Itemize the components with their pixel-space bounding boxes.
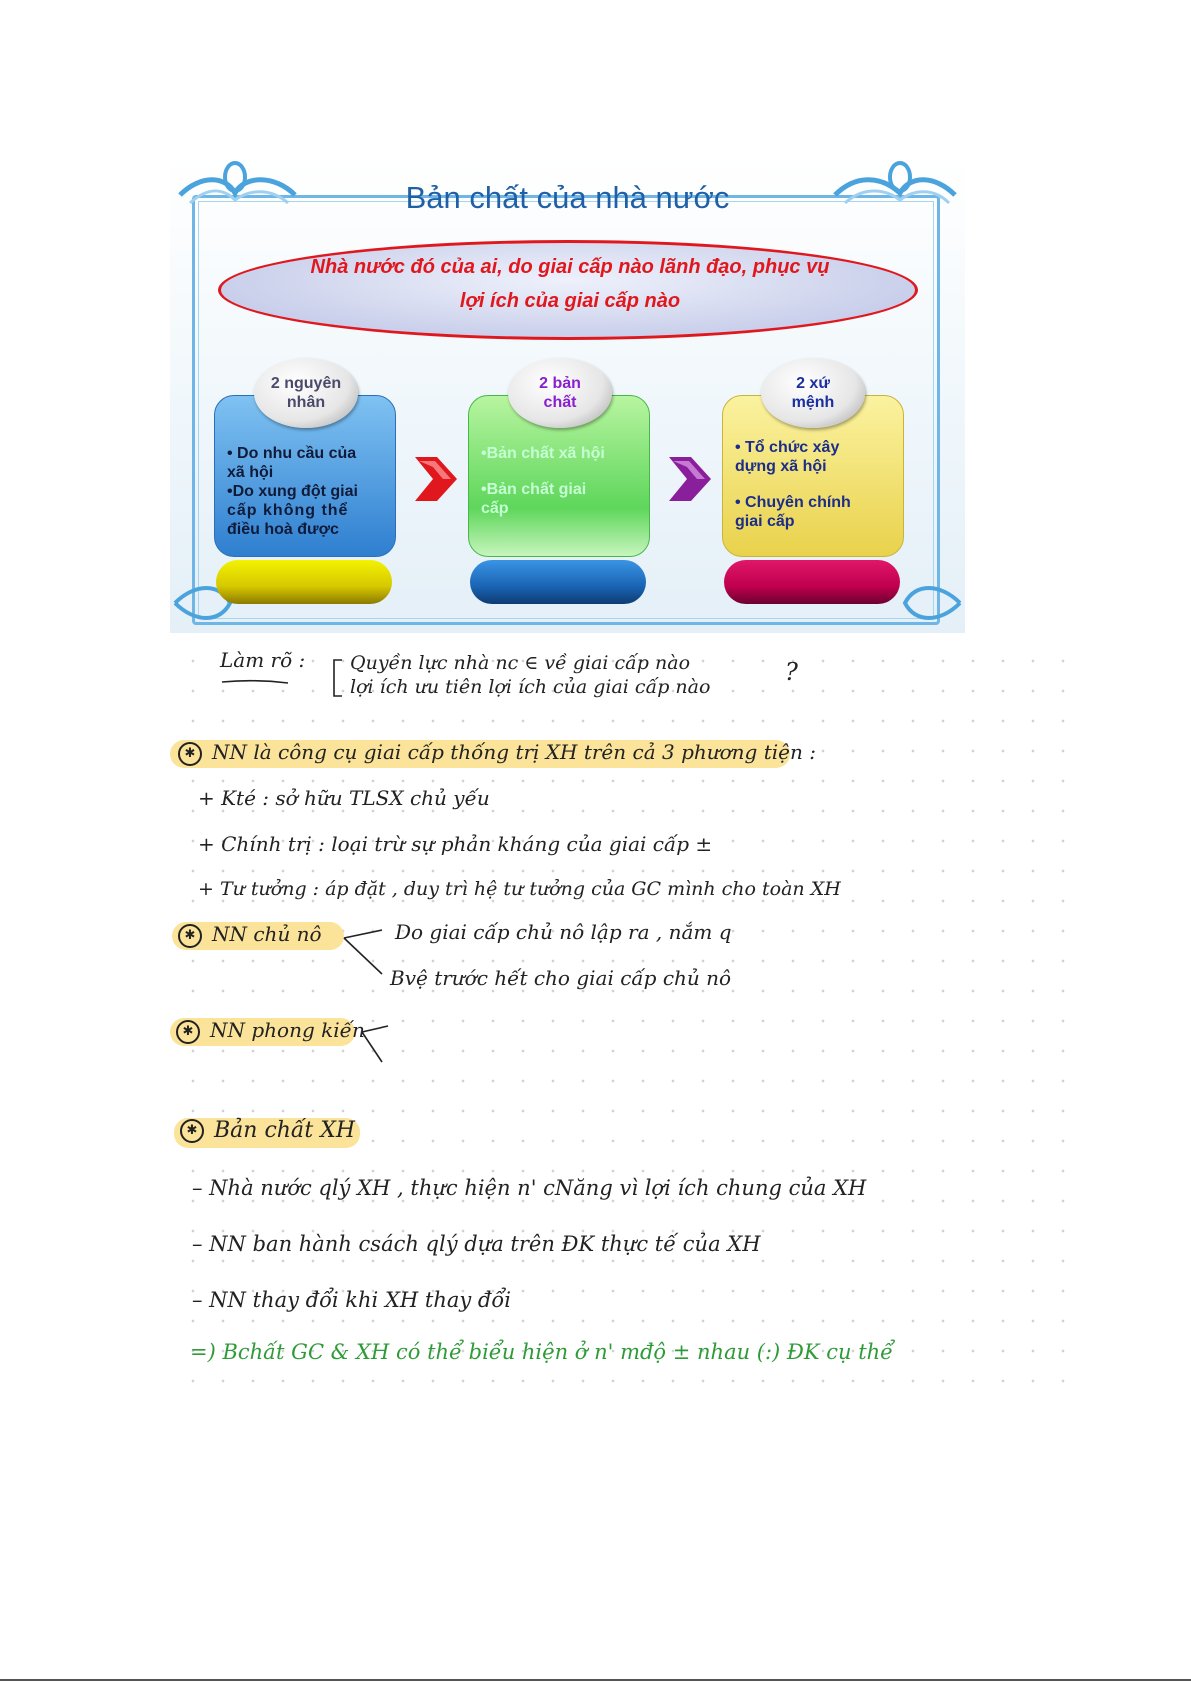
section-2-branch-2: Bvệ trước hết cho giai cấp chủ nô	[390, 966, 732, 990]
chevron-right-purple-icon	[667, 455, 713, 503]
asterisk-circle-icon: ✱	[180, 1119, 204, 1143]
card-line: • Chuyên chính	[735, 494, 851, 511]
bubble-line: mệnh	[791, 394, 835, 411]
pill-magenta	[724, 560, 900, 604]
pill-blue	[470, 560, 646, 604]
card-line: giai cấp	[735, 513, 795, 530]
section-4-item: – NN thay đổi khi XH thay đổi	[192, 1288, 511, 1312]
section-1-heading	[178, 740, 816, 766]
card-line: •Bản chất giai	[481, 481, 587, 498]
section-1-heading-text: NN là công cụ giai cấp thống trị XH trên cả 3 phương tiện :	[212, 740, 816, 764]
slide-title: Bản chất của nhà nước	[405, 180, 730, 215]
section-3-heading	[176, 1018, 365, 1044]
bubble-missions	[761, 358, 865, 428]
asterisk-circle-icon: ✱	[178, 924, 202, 948]
question-text	[230, 250, 910, 318]
slide-image	[170, 155, 965, 633]
section-2-heading-text: NN chủ nô	[212, 922, 322, 946]
branch-lines-icon	[358, 1024, 392, 1064]
question-line-1: Nhà nước đó của ai, do giai cấp nào lãnh đạo, phục vụ	[310, 256, 830, 278]
bubble-line: 2 nguyên	[270, 375, 342, 392]
section-1-item: + Chính trị : loại trừ sự phản kháng của giai cấp ±	[198, 832, 713, 856]
bubble-line: nhân	[286, 394, 326, 411]
card-gap	[735, 476, 893, 493]
pill-yellow	[216, 560, 392, 604]
lam-ro-question-mark: ?	[785, 658, 798, 686]
question-line-2: lợi ích của giai cấp nào	[459, 290, 681, 312]
bubble-line: 2 bản	[539, 375, 581, 392]
chevron-right-red-icon	[413, 455, 459, 503]
bubble-causes	[254, 358, 358, 428]
lam-ro-label: Làm rõ :	[220, 648, 306, 672]
section-4-item: – NN ban hành csách qlý dựa trên ĐK thực tế của XH	[192, 1232, 761, 1256]
bubble-line: 2 xứ	[796, 375, 830, 392]
section-2-heading	[178, 922, 322, 948]
card-line: •Do xung đột giai	[227, 483, 358, 500]
card-line: điều hoà được	[227, 521, 339, 538]
card-line: xã hội	[227, 464, 274, 481]
section-1-item: + Tư tưởng : áp đặt , duy trì hệ tư tưởng của GC mình cho toàn XH	[198, 878, 841, 900]
branch-lines-icon	[342, 924, 388, 980]
card-line: • Do nhu cầu của	[227, 445, 357, 462]
section-4-heading	[180, 1118, 355, 1143]
asterisk-circle-icon: ✱	[176, 1020, 200, 1044]
section-1-item: + Kté : sở hữu TLSX chủ yếu	[198, 786, 490, 810]
page-bottom-rule	[0, 1679, 1191, 1681]
lam-ro-line-2: lợi ích ưu tiên lợi ích của giai cấp nào	[350, 676, 711, 698]
card-line: • Tổ chức xây	[735, 439, 840, 456]
bubble-nature	[508, 358, 612, 428]
section-2-branch-1: Do giai cấp chủ nô lập ra , nắm q	[395, 920, 732, 944]
bubble-line: chất	[543, 394, 577, 411]
underline-icon	[220, 678, 290, 686]
card-line: cấp	[481, 500, 509, 517]
asterisk-circle-icon: ✱	[178, 742, 202, 766]
card-gap	[481, 463, 639, 480]
section-4-heading-text: Bản chất XH	[214, 1118, 356, 1143]
section-3-heading-text: NN phong kiến	[210, 1018, 365, 1042]
handwritten-notes	[170, 640, 1070, 1400]
section-4-item: – Nhà nước qlý XH , thực hiện n' cNăng vì lợi ích chung của XH	[192, 1176, 867, 1200]
lam-ro-line-1: Quyền lực nhà nc ∈ về giai cấp nào	[350, 652, 691, 674]
bracket-icon	[330, 658, 344, 698]
card-line: •Bản chất xã hội	[481, 445, 605, 462]
conclusion: =) Bchất GC & XH có thể biểu hiện ở n' mđộ ± nhau (:) ĐK cụ thể	[190, 1340, 894, 1364]
card-line: dựng xã hội	[735, 458, 827, 475]
card-line: cấp không thể	[227, 502, 349, 519]
